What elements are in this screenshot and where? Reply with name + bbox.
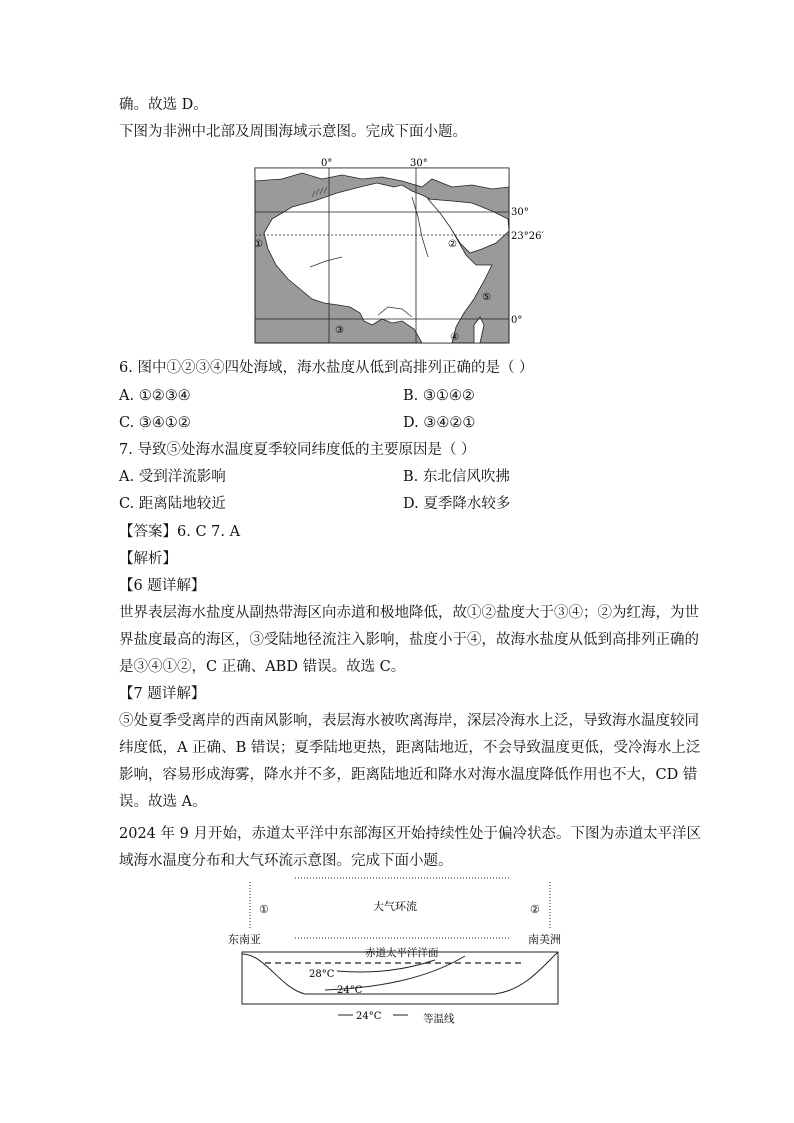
intro-line-1: 确。故选 D。 <box>119 97 208 113</box>
region-southeast-asia: 东南亚 <box>228 933 261 946</box>
surface-label: 赤道太平洋洋面 <box>365 947 439 959</box>
q7-stem: 7. 导致⑤处海水温度夏季较同纬度低的主要原因是（ ） <box>119 442 476 458</box>
marker-5: ⑤ <box>482 292 491 303</box>
detail-7-line-1: ⑤处夏季受离岸的西南风影响，表层海水被吹离海岸，深层冷海水上泛，导致海水温度较同 <box>119 713 699 729</box>
detail-7-line-2: 纬度低，A 正确、B 错误；夏季陆地更热，距离陆地近，不会导致温度更低，受冷海水上泛 <box>119 740 701 756</box>
circulation-marker-2: ② <box>530 903 540 916</box>
legend-isotherm-text: 等温线 <box>423 1013 455 1025</box>
lon-label-30: 30° <box>410 158 428 169</box>
q6-stem: 6. 图中①②③④四处海域，海水盐度从低到高排列正确的是（ ） <box>119 360 534 376</box>
q7-option-a[interactable]: A. 受到洋流影响 <box>119 469 226 485</box>
next-intro-line-2: 域海水温度分布和大气环流示意图。完成下面小题。 <box>119 853 453 869</box>
q6-option-a[interactable]: A. ①②③④ <box>119 388 191 404</box>
legend-isotherm-value: 24°C <box>356 1011 382 1022</box>
intro-line-2: 下图为非洲中北部及周围海域示意图。完成下面小题。 <box>119 124 467 140</box>
detail-6-heading: 【6 题详解】 <box>119 578 206 594</box>
pacific-circulation-figure <box>225 870 570 1030</box>
marker-1: ① <box>254 239 263 250</box>
lat-label-tropic: 23°26′ <box>511 231 544 242</box>
detail-6-line-2: 界盐度最高的海区，③受陆地径流注入影响，盐度小于④，故海水盐度从低到高排列正确的 <box>119 632 699 648</box>
q6-option-c[interactable]: C. ③④①② <box>119 415 191 431</box>
marker-2: ② <box>448 239 457 250</box>
detail-6-line-3: 是③④①②，C 正确、ABD 错误。故选 C。 <box>119 659 406 675</box>
detail-7-heading: 【7 题详解】 <box>119 686 206 702</box>
marker-3: ③ <box>335 325 344 336</box>
detail-7-line-3: 影响，容易形成海雾，降水并不多，距离陆地近和降水对海水温度降低作用也不大，CD 错 <box>119 767 698 783</box>
lon-label-0: 0° <box>321 158 333 169</box>
lat-label-30: 30° <box>511 207 529 218</box>
circulation-marker-1: ① <box>259 903 269 916</box>
isotherm-28-label: 28°C <box>309 969 335 980</box>
analysis-heading: 【解析】 <box>119 551 177 567</box>
q6-option-b[interactable]: B. ③①④② <box>403 388 475 404</box>
q7-option-d[interactable]: D. 夏季降水较多 <box>403 496 511 512</box>
q7-option-b[interactable]: B. 东北信风吹拂 <box>403 469 510 485</box>
q6-option-d[interactable]: D. ③④②① <box>403 415 476 431</box>
answer-line: 【答案】6. C 7. A <box>119 524 241 540</box>
detail-7-line-4: 误。故选 A。 <box>119 794 207 810</box>
next-intro-line-1: 2024 年 9 月开始，赤道太平洋中东部海区开始持续性处于偏冷状态。下图为赤道太平洋区 <box>119 826 701 842</box>
marker-4: ④ <box>450 332 459 343</box>
circulation-label: 大气环流 <box>373 900 417 913</box>
region-south-america: 南美洲 <box>528 933 561 946</box>
isotherm-24-label: 24°C <box>337 985 363 996</box>
africa-map-figure <box>252 157 552 347</box>
detail-6-line-1: 世界表层海水盐度从副热带海区向赤道和极地降低，故①②盐度大于③④；②为红海，为世 <box>119 605 699 621</box>
lat-label-0: 0° <box>511 315 523 326</box>
q7-option-c[interactable]: C. 距离陆地较近 <box>119 496 226 512</box>
isotherm-28 <box>337 960 435 972</box>
